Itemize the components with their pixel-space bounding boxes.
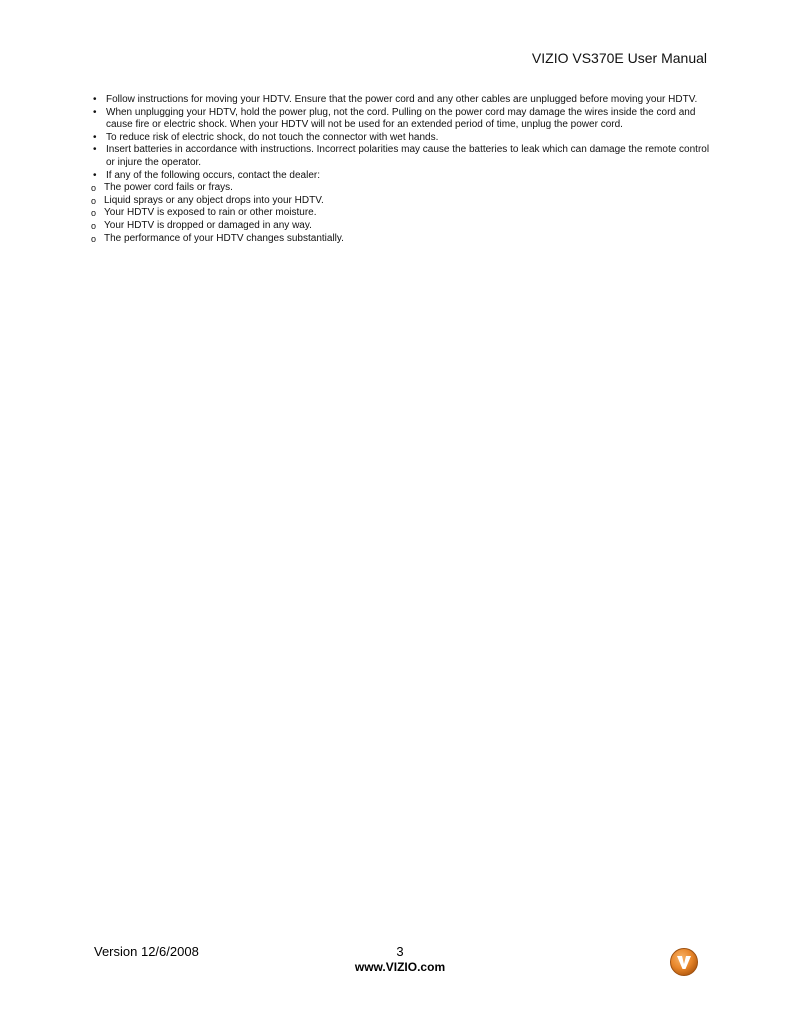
circle-bullet-icon: o (91, 208, 97, 219)
bullet-text: If any of the following occurs, contact the dealer: (106, 169, 321, 181)
list-item (93, 144, 710, 169)
sub-bullet-text: Your HDTV is dropped or damaged in any way. (104, 219, 312, 231)
footer-version: Version 12/6/2008 (94, 944, 199, 959)
bullet-text: Follow instructions for moving your HDTV. Ensure that the power cord and any other cables are unplugged before moving your HDTV. (106, 94, 698, 105)
circle-bullet-icon: o (91, 233, 97, 244)
sub-bullet-text: The power cord fails or frays. (104, 182, 233, 194)
page-number: 3 (396, 944, 404, 959)
bullet-text: To reduce risk of electric shock, do not touch the connector with wet hands. (106, 131, 439, 143)
list-item (93, 132, 710, 145)
list-item (93, 94, 710, 107)
list-item (93, 170, 710, 183)
dealer-condition-list (91, 182, 710, 245)
sub-bullet-text: Your HDTV is exposed to rain or other moisture. (104, 207, 317, 219)
bullet-text: Insert batteries in accordance with instructions. Incorrect polarities may cause the batteries to leak which can damage the remote control or injure the operator. (106, 144, 710, 168)
header-title: VIZIO VS370E User Manual (531, 50, 707, 66)
bullet-icon: • (93, 131, 97, 143)
list-item (91, 207, 710, 220)
footer-url: www.VIZIO.com (354, 960, 446, 974)
bullet-icon: • (93, 94, 97, 105)
bullet-icon: • (93, 144, 97, 156)
list-item (91, 195, 710, 208)
list-item (91, 233, 710, 246)
bullet-icon: • (93, 106, 97, 118)
bullet-text: When unplugging your HDTV, hold the power plug, not the cord. Pulling on the power cord may damage the wires inside the cord and cause fire or electric shock. When your HDTV will not be used for an extended period of time, unplug the power cord. (106, 106, 696, 131)
list-item (93, 107, 710, 132)
bullet-icon: • (93, 169, 97, 181)
circle-bullet-icon: o (91, 220, 97, 231)
list-item (91, 182, 710, 195)
vizio-v-logo-icon (669, 947, 699, 977)
circle-bullet-icon: o (91, 183, 97, 194)
list-item (91, 220, 710, 233)
sub-bullet-text: Liquid sprays or any object drops into your HDTV. (104, 194, 324, 206)
safety-bullet-list (93, 94, 710, 182)
circle-bullet-icon: o (91, 195, 97, 206)
sub-bullet-text: The performance of your HDTV changes substantially. (104, 232, 344, 244)
page-content (93, 94, 710, 245)
